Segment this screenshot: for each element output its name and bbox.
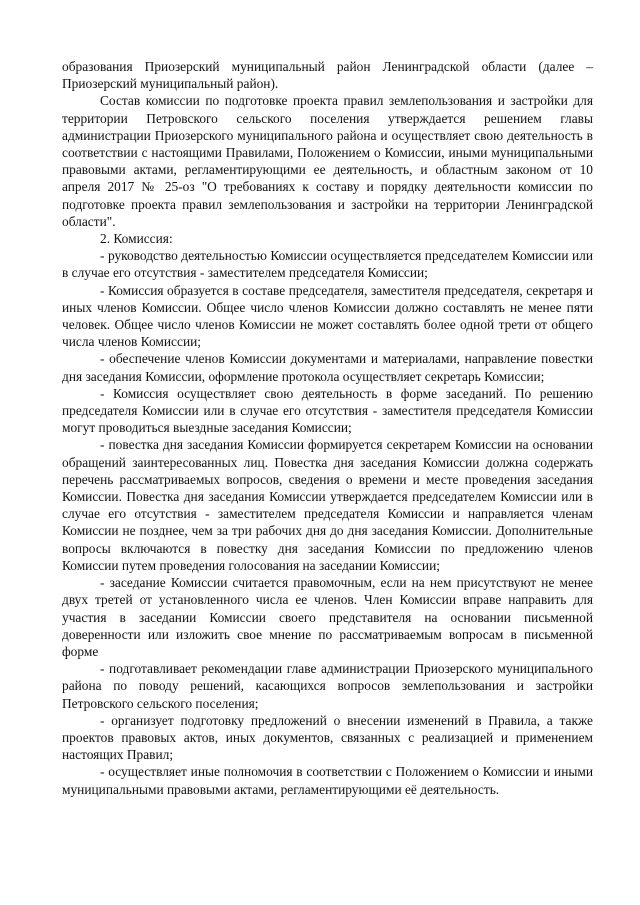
list-item-amendments: - организует подготовку предложений о внесении изменений в Правила, а также проектов правовых актов, иных документов, связанных с реализацией и применением настоящих Правил; [62, 712, 593, 763]
list-item-secretary: - обеспечение членов Комиссии документами и материалами, направление повестки дня заседания Комиссии, оформление протокола осуществляет секретарь Комиссии; [62, 351, 593, 384]
list-item-agenda: - повестка дня заседания Комиссии формируется секретарем Комиссии на основании обращений заинтересованных лиц. Повестка дня заседания Комиссии должна содержать перечень рассматриваемых вопросов, сведения о времени и месте проведения заседания Комиссии. Повестка дня заседания Комиссии утверждается председателем Комиссии или в случае его отсутствия - заместителем председателя Комиссии и направляется членам Комиссии не позднее, чем за три рабочих дня до дня заседания Комиссии. Дополнительные вопросы включаются в повестку дня заседания Комиссии по предложению членов Комиссии путем проведения голосования на заседании Комиссии; [62, 437, 593, 573]
paragraph-commission-composition: Состав комиссии по подготовке проекта правил землепользования и застройки для территории Петровского сельского поселения утверждается решением главы администрации Приозерского муниципального района и осуществляет свою деятельность в соответствии с настоящими Правилами, Положением о Комиссии, иными муниципальными правовыми актами, регламентирующими ее деятельность, и областным законом от 10 апреля 2017 № 25-оз "О требованиях к составу и порядку деятельности комиссии по подготовке проекта правил землепользования и застройки на территории Ленинградской области". [62, 93, 593, 229]
list-item-formation: - Комиссия образуется в составе председателя, заместителя председателя, секретаря и иных членов Комиссии. Общее число членов Комиссии должно составлять не менее пяти человек. Общее число членов Комиссии не может составлять более одной трети от общего числа членов Комиссии; [62, 282, 593, 350]
list-item-meetings: - Комиссия осуществляет свою деятельность в форме заседаний. По решению председателя Комиссии или в случае его отсутствия - заместителя председателя Комиссии могут проводиться выездные заседания Комиссии; [62, 385, 593, 436]
document-page [62, 58, 593, 798]
list-item-quorum: - заседание Комиссии считается правомочным, если на нем присутствуют не менее двух третей от установленного числа ее членов. Член Комиссии вправе направить для участия в заседании Комиссии своего представителя на основании письменной доверенности или изложить свое мнение по рассматриваемым вопросам в письменной форме [62, 575, 593, 659]
section-heading-commission: 2. Комиссия: [100, 231, 173, 247]
list-item-recommendations: - подготавливает рекомендации главе администрации Приозерского муниципального района по поводу решений, касающихся вопросов землепользования и застройки Петровского сельского поселения; [62, 661, 593, 711]
list-item-leadership: - руководство деятельностью Комиссии осуществляется председателем Комиссии или в случае его отсутствия - заместителем председателя Комиссии; [62, 248, 593, 281]
paragraph-intro: образования Приозерский муниципальный район Ленинградской области (далее – Приозерский муниципальный район). [62, 59, 593, 92]
list-item-other-powers: - осуществляет иные полномочия в соответствии с Положением о Комиссии и иными муниципальными правовыми актами, регламентирующими её деятельность. [62, 764, 593, 797]
